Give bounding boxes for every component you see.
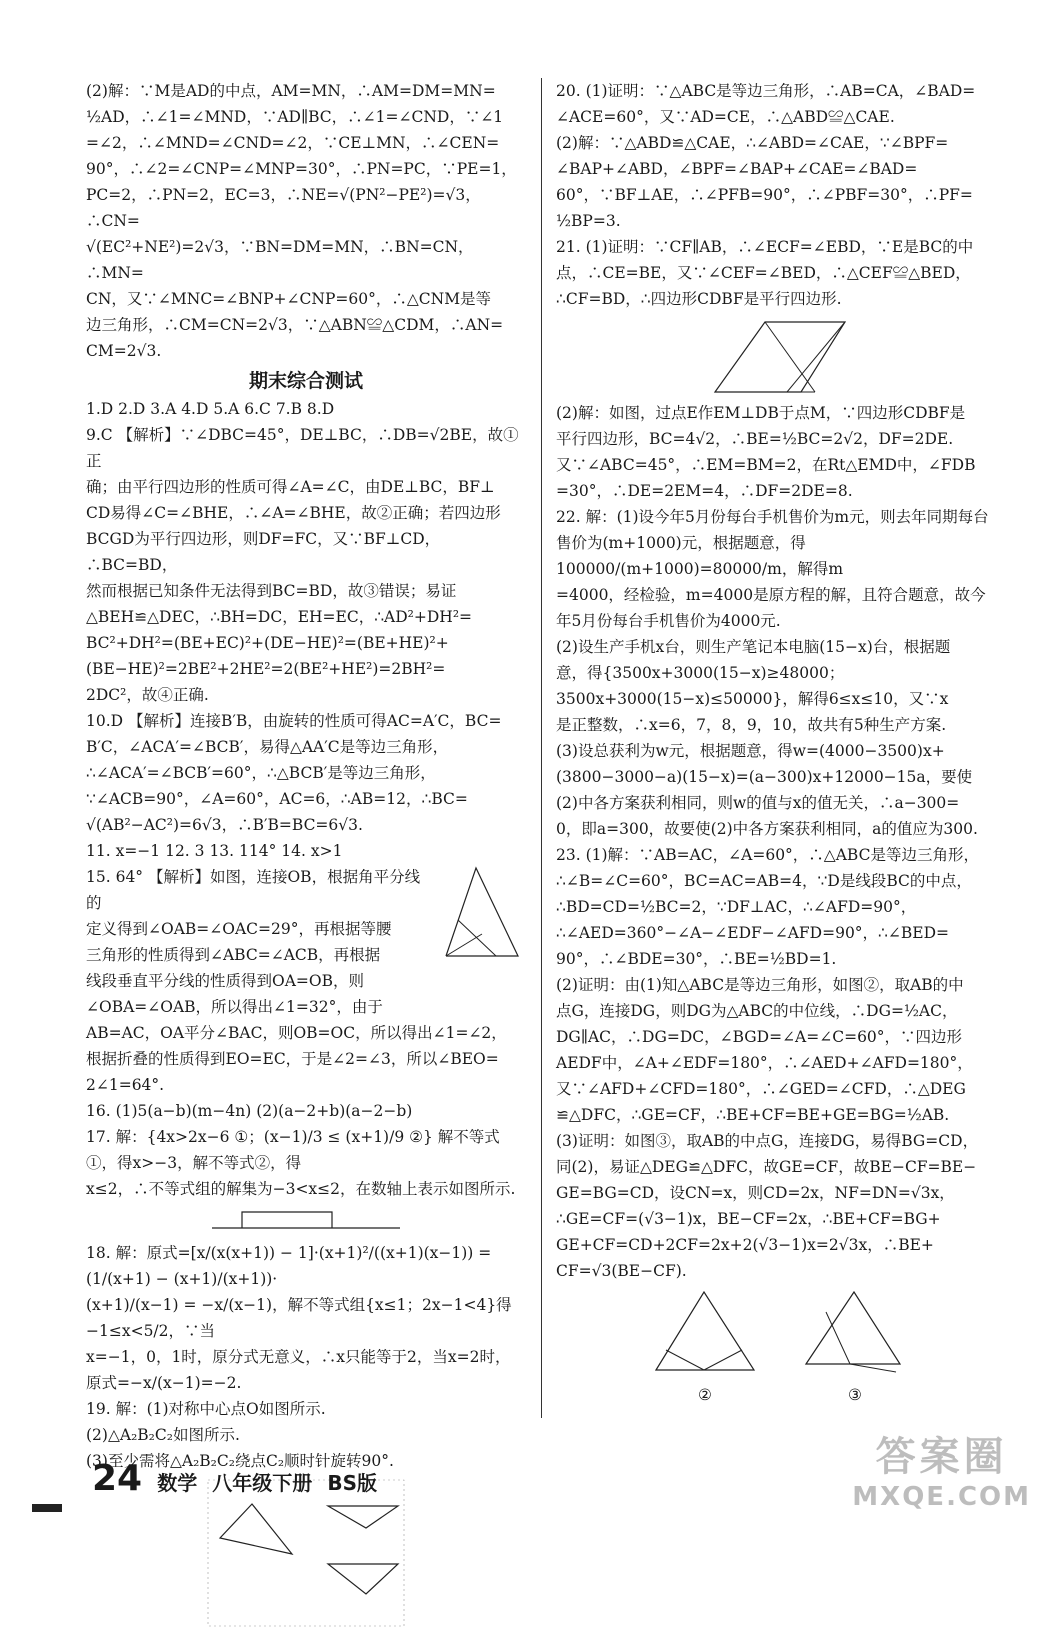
text-line: DG∥AC，∴DG=DC，∠BGD=∠A=∠C=60°，∵四边形	[556, 1028, 963, 1046]
choice-answers: 1.D 2.D 3.A 4.D 5.A 6.C 7.B 8.D	[86, 400, 335, 418]
text-line: 20. (1)证明：∵△ABC是等边三角形，∴AB=CA，∠BAD=	[556, 82, 976, 100]
text-line: CD易得∠C=∠BHE，∴∠A=∠BHE，故②正确；若四边形	[86, 504, 501, 522]
triangle-abc-2	[656, 1292, 754, 1370]
text-line: 10.D 【解析】连接B′B，由旋转的性质可得AC=A′C，BC=	[86, 712, 502, 730]
page-footer	[92, 1458, 377, 1499]
segment-de	[666, 1350, 704, 1370]
grid	[208, 1480, 404, 1626]
text-line: B′C，∠ACA′=∠BCB′，易得△AA′C是等边三角形，	[86, 738, 449, 756]
text-line: CF=√3(BE−CF).	[556, 1262, 687, 1280]
text-line: 23. (1)解：∵AB=AC，∠A=60°，∴△ABC是等边三角形，	[556, 846, 979, 864]
footer-bar-mark	[32, 1504, 62, 1512]
text-line: 定义得到∠OAB=∠OAC=29°，再根据等腰	[86, 920, 392, 938]
text-line: CN，又∵∠MNC=∠BNP+∠CNP=60°，∴△CNM是等	[86, 290, 492, 308]
text-line: 平行四边形，BC=4√2，∴BE=½BC=2√2，DF=2DE.	[556, 430, 954, 448]
text-line: ½AD，∴∠1=∠MND，∵AD∥BC，∴∠1=∠CND，∵∠1	[86, 108, 504, 126]
text-line: ∴∠ACA′=∠BCB′=60°，∴△BCB′是等边三角形，	[86, 764, 436, 782]
text-line: 2DC²，故④正确.	[86, 686, 209, 704]
text-line: PC=2，∴PN=2，EC=3，∴NE=√(PN²−PE²)=√3，∴CN=	[86, 186, 481, 230]
text-line: ∴CF=BD，∴四边形CDBF是平行四边形.	[556, 290, 842, 308]
text-line: ½BP=3.	[556, 212, 621, 230]
grade-label: 八年级下册	[212, 1471, 313, 1495]
solution-bracket	[242, 1212, 332, 1228]
text-line: ∴BD=CD=½BC=2，∵DF⊥AC，∴∠AFD=90°，	[556, 898, 917, 916]
fold-line	[458, 920, 496, 956]
segment-df-3	[850, 1364, 896, 1372]
text-line: √(EC²+NE²)=2√3，∵BN=DM=MN，∴BN=CN，∴MN=	[86, 238, 474, 282]
text-line: 17. 解：{4x>2x−6 ①；(x−1)/3 ≤ (x+1)/9 ②} 解不等式①，得x>−3，解不等式②，得	[86, 1128, 500, 1172]
text-line: 90°，∴∠2=∠CNP=∠MNP=30°，∴PN=PC，∵PE=1，	[86, 160, 517, 178]
text-line: ∵∠ACB=90°，∠A=60°，AC=6，∴AB=12，∴BC=	[86, 790, 468, 808]
number-line	[206, 1206, 406, 1236]
edition-label: BS版	[327, 1471, 378, 1495]
text-line: ∠ACE=60°，又∵AD=CE，∴△ABD≌△CAE.	[556, 108, 895, 126]
text-line: (2)证明：由(1)知△ABC是等边三角形，如图②，取AB的中	[556, 976, 964, 994]
figures-row	[556, 1288, 1004, 1408]
subject-label: 数学	[157, 1471, 198, 1495]
q16: 16. (1)5(a−b)(m−4n) (2)(a−2+b)(a−2−b)	[86, 1102, 413, 1120]
figure-label: ③	[848, 1386, 862, 1404]
text-line: √(AB²−AC²)=6√3，∴B′B=BC=6√3.	[86, 816, 363, 834]
text-line: AEDF中，∠A+∠EDF=180°，∴∠AED+∠AFD=180°，	[556, 1054, 973, 1072]
text-line: 9.C 【解析】∵∠DBC=45°，DE⊥BC，∴DB=√2BE，故①正	[86, 426, 519, 470]
left-column	[86, 78, 526, 1632]
parallelogram-figure	[705, 316, 855, 396]
section-title: 期末综合测试	[248, 370, 363, 392]
triangle-figure-3	[800, 1288, 910, 1374]
text-line: AB=AC，OA平分∠BAC，则OB=OC，所以得出∠1=∠2，	[86, 1024, 507, 1042]
triangle-rotated	[328, 1564, 398, 1594]
text-line: CM=2√3.	[86, 342, 162, 360]
diagonal-cb	[765, 322, 815, 392]
text-line: 边三角形，∴CM=CN=2√3，∵△ABN≌△CDM，∴AN=	[86, 316, 504, 334]
text-line: (3)证明：如图③，取AB的中点G，连接DG，易得BG=CD，	[556, 1132, 979, 1150]
q18	[86, 1240, 526, 1396]
q17	[86, 1124, 526, 1236]
text-line: ∴GE=CF=(√3−1)x，BE−CF=2x，∴BE+CF=BG+	[556, 1210, 941, 1228]
text-line: GE=BG=CD，设CN=x，则CD=2x，NF=DN=√3x，	[556, 1184, 955, 1202]
figure-3	[800, 1288, 910, 1408]
text-line: (BE−HE)²=2BE²+2HE²=2(BE²+HE²)=2BH²=	[86, 660, 446, 678]
q21-q23	[556, 400, 1004, 1284]
text-line: 意，得{3500x+3000(15−x)≥48000；3500x+3000(15−x)≤50000}，解得6≤x≤10，又∵x	[556, 664, 949, 708]
text-line: x≤2，∴不等式组的解集为−3<x≤2，在数轴上表示如图所示.	[86, 1180, 516, 1198]
watermark-cn: 答案圈	[875, 1434, 1008, 1480]
triangle-abc-3	[806, 1292, 900, 1364]
segment-de-3	[826, 1312, 850, 1364]
text-line: 18. 解：原式=[x/(x(x+1)) − 1]·(x+1)²/((x+1)(x−1)) = (1/(x+1) − (x+1)/(x+1))·	[86, 1244, 492, 1288]
figure-2	[650, 1288, 760, 1408]
page-number: 24	[92, 1458, 143, 1499]
segment-df	[704, 1350, 742, 1370]
text-line: 点G，连接DG，则DG为△ABC的中位线，∴DG=½AC，	[556, 1002, 958, 1020]
q19	[86, 1396, 526, 1628]
column-divider	[541, 78, 542, 1418]
q15	[86, 864, 526, 1098]
text-line: x=−1，0，1时，原分式无意义，∴x只能等于2，当x=2时，	[86, 1348, 511, 1366]
watermark	[852, 1425, 1031, 1512]
text-line: 根据折叠的性质得到EO=EC，于是∠2=∠3，所以∠BEO=	[86, 1050, 499, 1068]
q14-part2	[86, 78, 526, 364]
text-line: 同(2)，易证△DEG≌△DFC，故GE=CF，故BE−CF=BE−	[556, 1158, 977, 1176]
text-line: 90°，∴∠BDE=30°，∴BE=½BD=1.	[556, 950, 837, 968]
text-line: ∴∠AED=360°−∠A−∠EDF−∠AFD=90°，∴∠BED=	[556, 924, 950, 942]
text-line: (3800−3000−a)(15−x)=(a−300)x+12000−15a，要使	[556, 768, 973, 786]
segment-ob	[446, 934, 482, 956]
text-line: 11. x=−1 12. 3 13. 114° 14. x>1	[86, 842, 343, 860]
text-line: (2)解：∵△ABD≌△CAE，∴∠ABD=∠CAE，∵∠BPF=	[556, 134, 949, 152]
text-line: (2)中各方案获利相同，则w的值与x的值无关，∴a−300=	[556, 794, 960, 812]
diagonal-df	[787, 322, 845, 392]
text-line: 是正整数，∴x=6，7，8，9，10，故共有5种生产方案.	[556, 716, 947, 734]
text-line: (3)至少需将△A₂B₂C₂绕点C₂顺时针旋转90°.	[86, 1452, 394, 1470]
watermark-en: MXQE.COM	[852, 1482, 1031, 1512]
triangle-abc	[220, 1504, 292, 1554]
text-line: (2)解：∵M是AD的中点，AM=MN，∴AM=DM=MN=	[86, 82, 496, 100]
text-line: (x+1)/(x−1) = −x/(x−1)，解不等式组{x≤1；2x−1<4}得−1≤x<5/2，∵当	[86, 1296, 512, 1340]
triangle-figure-2	[650, 1288, 760, 1374]
text-line: ∴∠B=∠C=60°，BC=AC=AB=4，∵D是线段BC的中点，	[556, 872, 972, 890]
text-line: 又∵∠ABC=45°，∴EM=BM=2，在Rt△EMD中，∠FDB	[556, 456, 976, 474]
text-line: ≌△DFC，∴GE=CF，∴BE+CF=BE+GE=BG=½AB.	[556, 1106, 950, 1124]
text-line: (2)设生产手机x台，则生产笔记本电脑(15−x)台，根据题	[556, 638, 951, 656]
triangle-figure	[426, 864, 526, 960]
text-line: 15. 64° 【解析】如图，连接OB，根据角平分线的	[86, 868, 421, 912]
text-line: BC²+DH²=(BE+EC)²+(DE−HE)²=(BE+HE)²+	[86, 634, 449, 652]
q20-q21	[556, 78, 1004, 312]
text-line: 点，∴CE=BE，又∵∠CEF=∠BED，∴△CEF≌△BED，	[556, 264, 971, 282]
text-line: 22. 解：(1)设今年5月份每台手机售价为m元，则去年同期每台	[556, 508, 989, 526]
text-line: (2)△A₂B₂C₂如图所示.	[86, 1426, 240, 1444]
text-line: ∠OBA=∠OAB，所以得出∠1=32°，由于	[86, 998, 383, 1016]
grid-figure	[206, 1478, 406, 1628]
right-column	[556, 78, 1004, 1408]
text-line: 确；由平行四边形的性质可得∠A=∠C，由DE⊥BC，BF⊥	[86, 478, 495, 496]
text-line: 又∵∠AFD+∠CFD=180°，∴∠GED=∠CFD，∴△DEG	[556, 1080, 966, 1098]
text-line: 三角形的性质得到∠ABC=∠ACB，再根据	[86, 946, 381, 964]
text-line: (2)解：如图，过点E作EM⊥DB于点M，∵四边形CDBF是	[556, 404, 966, 422]
text-line: =4000，经检验，m=4000是原方程的解，且符合题意，故今	[556, 586, 986, 604]
q9-q14	[86, 422, 526, 864]
text-line: 19. 解：(1)对称中心点O如图所示.	[86, 1400, 326, 1418]
text-line: 21. (1)证明：∵CF∥AB，∴∠ECF=∠EBD，∵E是BC的中	[556, 238, 974, 256]
text-line: 然而根据已知条件无法得到BC=BD，故③错误；易证	[86, 582, 457, 600]
text-line: 售价为(m+1000)元，根据题意，得100000/(m+1000)=80000/m，解得m	[556, 534, 844, 578]
text-line: ∠BAP+∠ABD，∠BPF=∠BAP+∠CAE=∠BAD=	[556, 160, 918, 178]
text-line: 0，即a=300，故要使(2)中各方案获利相同，a的值应为300.	[556, 820, 978, 838]
figure-label: ②	[698, 1386, 712, 1404]
text-line: (3)设总获利为w元，根据题意，得w=(4000−3500)x+	[556, 742, 945, 760]
text-line: =∠2，∴∠MND=∠CND=∠2，∵CE⊥MN，∴∠CEN=	[86, 134, 500, 152]
text-line: 2∠1=64°.	[86, 1076, 165, 1094]
text-line: GE+CF=CD+2CF=2x+2(√3−1)x=2√3x，∴BE+	[556, 1236, 934, 1254]
text-line: 年5月份每台手机售价为4000元.	[556, 612, 781, 630]
triangle-a2b2c2	[328, 1506, 398, 1528]
text-line: 60°，∵BF⊥AE，∴∠PFB=90°，∴∠PBF=30°，∴PF=	[556, 186, 973, 204]
text-line: 线段垂直平分线的性质得到OA=OB，则	[86, 972, 364, 990]
text-line: BCGD为平行四边形，则DF=FC，又∵BF⊥CD，∴BC=BD，	[86, 530, 441, 574]
text-line: △BEH≌△DEC，∴BH=DC，EH=EC，∴AD²+DH²=	[86, 608, 473, 626]
text-line: =30°，∴DE=2EM=4，∴DF=2DE=8.	[556, 482, 853, 500]
parallelogram-cdbf	[715, 322, 845, 392]
text-line: 原式=−x/(x−1)=−2.	[86, 1374, 242, 1392]
